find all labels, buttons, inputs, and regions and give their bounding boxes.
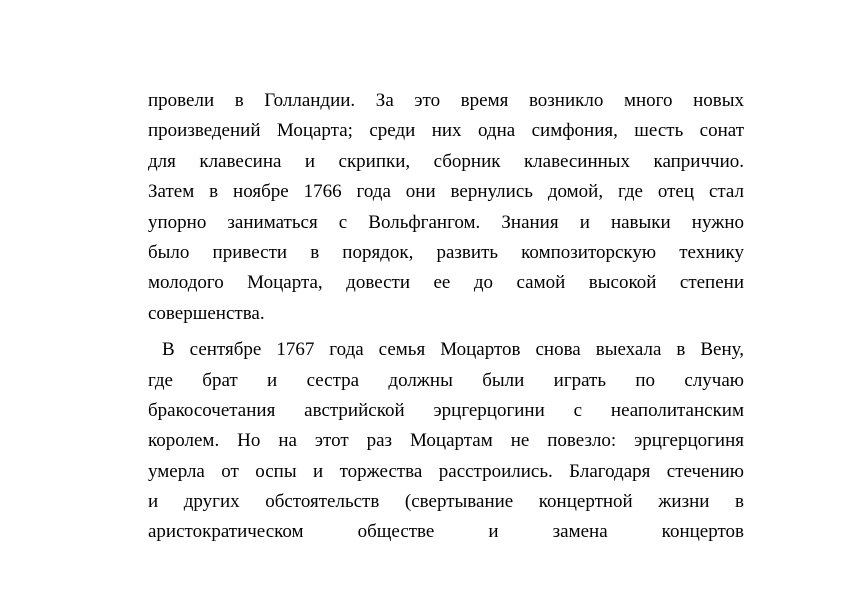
text-line: провели в Голландии. За это время возникло много новых <box>148 90 744 111</box>
text-line: бракосочетания австрийской эрцгерцогини с неаполитанским <box>148 399 744 421</box>
text-line: для клавесина и скрипки, сборник клавесинных каприччио. <box>148 150 744 172</box>
text-line: В сентябре 1767 года семья Моцартов снова выехала в Вену, <box>162 339 744 361</box>
paragraph-1 <box>148 86 744 329</box>
text-line: где брат и сестра должны были играть по случаю <box>148 369 744 391</box>
text-line: молодого Моцарта, довести ее до самой высокой степени <box>148 272 744 294</box>
text-line: было привести в порядок, развить композиторскую технику <box>148 241 744 263</box>
text-line: умерла от оспы и торжества расстроились. Благодаря стечению <box>148 460 744 482</box>
text-line: королем. Но на этот раз Моцартам не повезло: эрцгерцогиня <box>148 430 744 452</box>
text-line: произведений Моцарта; среди них одна симфония, шесть сонат <box>148 120 744 142</box>
text-line: и других обстоятельств (свертывание концертной жизни в <box>148 491 744 513</box>
paragraph-2 <box>148 335 744 548</box>
text-line: совершенства. <box>148 302 265 324</box>
text-line: Затем в ноябре 1766 года они вернулись домой, где отец стал <box>148 181 744 203</box>
text-line: упорно заниматься с Вольфгангом. Знания и навыки нужно <box>148 211 744 233</box>
document-body <box>148 86 744 548</box>
text-line: аристократическом обществе и замена концертов <box>148 521 744 543</box>
